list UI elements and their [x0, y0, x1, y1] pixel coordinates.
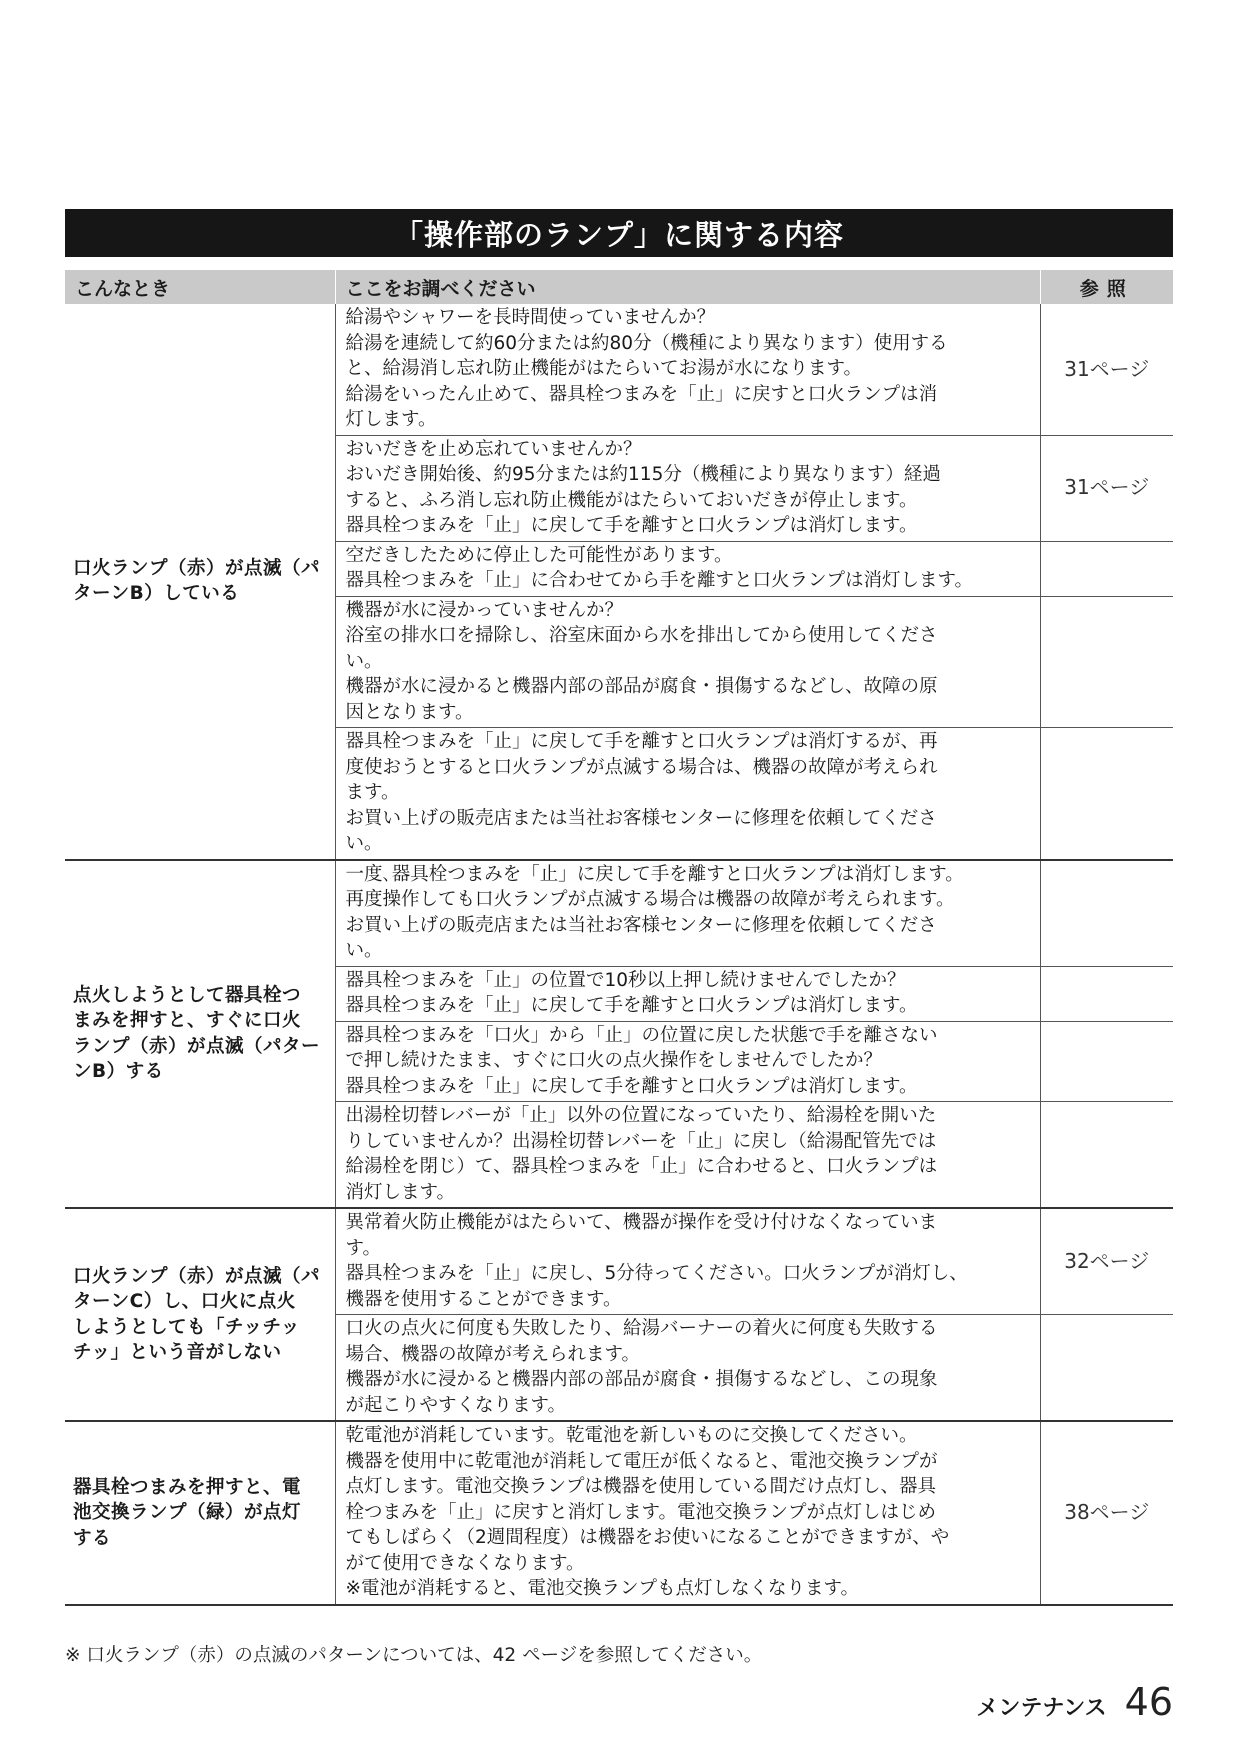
table-body	[65, 304, 1173, 1605]
check-line: てもしばらく（2週間程度）は機器をお使いになることができますが、や	[345, 1527, 950, 1548]
check-line: 機器が水に浸かると機器内部の部品が腐食・損傷するなどし、故障の原	[345, 676, 938, 697]
check-line: 器具栓つまみを「止」に戻して手を離すと口火ランプは消灯します。	[345, 995, 918, 1016]
check-line: と、給湯消し忘れ防止機能がはたらいてお湯が水になります。	[345, 358, 863, 379]
check-cell	[335, 728, 1040, 860]
check-line: が起こりやすくなります。	[345, 1394, 567, 1416]
check-line: で押し続けたまま、すぐに口火の点火操作をしませんでしたか？	[345, 1050, 883, 1071]
check-line: 機器が水に浸かっていませんか？	[345, 599, 624, 621]
check-cell	[335, 1208, 1040, 1315]
condition-cell	[65, 304, 335, 860]
check-line: 点灯します。電池交換ランプは機器を使用している間だけ点灯し、器具	[345, 1476, 937, 1497]
check-line: ます。	[345, 782, 400, 803]
condition-line: ターンB）している	[73, 583, 240, 605]
check-cell	[335, 1102, 1040, 1209]
check-line: 乾電池が消耗しています。乾電池を新しいものに交換してください。	[345, 1425, 918, 1446]
check-cell	[335, 1315, 1040, 1422]
check-line: 再度操作しても口火ランプが点滅する場合は機器の故障が考えられます。	[345, 889, 955, 910]
reference-cell	[1040, 728, 1173, 860]
check-line: 器具栓つまみを「止」に合わせてから手を離すと口火ランプは消灯します。	[345, 570, 974, 591]
check-line: 器具栓つまみを「止」に戻して手を離すと口火ランプは消灯するが、再	[345, 731, 938, 752]
reference-cell	[1040, 966, 1173, 1021]
check-line: す。	[345, 1237, 382, 1259]
check-line: お買い上げの販売店または当社お客様センターに修理を依頼してくださ	[345, 914, 937, 936]
check-line: 器具栓つまみを「止」の位置で10秒以上押し続けませんでしたか？	[345, 969, 906, 991]
condition-line: チッ」という音がしない	[73, 1342, 282, 1363]
check-cell	[335, 435, 1040, 541]
check-line: 機器を使用することができます。	[345, 1288, 622, 1310]
check-line: 灯します。	[345, 409, 437, 430]
check-cell	[335, 860, 1040, 967]
condition-line: ランプ（赤）が点滅（パター	[73, 1035, 321, 1057]
condition-line: まみを押すと、すぐに口火	[73, 1010, 302, 1032]
header-ref: 参照	[1040, 270, 1173, 304]
table-row	[65, 304, 1173, 435]
table-header-row	[65, 270, 1173, 304]
check-line: 因となります。	[345, 701, 474, 723]
reference-cell	[1040, 1315, 1173, 1422]
reference-cell: 31ページ	[1040, 304, 1173, 435]
condition-line: 池交換ランプ（緑）が点灯	[73, 1502, 302, 1523]
check-line: すると、ふろ消し忘れ防止機能がはたらいておいだきが停止します。	[345, 489, 918, 511]
condition-line: しようとしても「チッチッ	[73, 1316, 300, 1338]
condition-line: 口火ランプ（赤）が点滅（パ	[73, 1265, 321, 1287]
header-when: こんなとき	[65, 270, 335, 304]
check-line: 一度､器具栓つまみを「止」に戻して手を離すと口火ランプは消灯します。	[345, 863, 964, 885]
check-line: おいだきを止め忘れていませんか？	[345, 438, 642, 460]
check-cell	[335, 596, 1040, 728]
check-line: 機器が水に浸かると機器内部の部品が腐食・損傷するなどし、この現象	[345, 1369, 938, 1390]
check-cell	[335, 304, 1040, 435]
condition-cell	[65, 1421, 335, 1605]
check-line: お買い上げの販売店または当社お客様センターに修理を依頼してくださ	[345, 807, 937, 829]
condition-cell	[65, 1208, 335, 1421]
reference-cell	[1040, 860, 1173, 967]
troubleshooting-table	[65, 270, 1173, 1606]
check-line: い。	[345, 650, 383, 672]
check-line: 消灯します。	[345, 1181, 456, 1203]
check-cell	[335, 966, 1040, 1021]
check-line: 場合、機器の故障が考えられます。	[345, 1343, 641, 1365]
footnote: ※ 口火ランプ（赤）の点滅のパターンについては、42 ページを参照してください。	[65, 1645, 763, 1666]
check-line: りしていませんか？出湯栓切替レバーを「止」に戻し（給湯配管先では	[345, 1130, 937, 1152]
reference-cell	[1040, 596, 1173, 728]
condition-line: する	[73, 1527, 112, 1549]
check-line: 器具栓つまみを「止」に戻し、5分待ってください。口火ランプが消灯し、	[345, 1263, 968, 1284]
check-line: い。	[345, 940, 383, 961]
check-line: 給湯を連続して約60分または約80分（機種により異なります）使用する	[345, 332, 948, 354]
check-cell	[335, 541, 1040, 596]
check-line: 給湯やシャワーを長時間使っていませんか？	[345, 307, 716, 328]
check-line: 器具栓つまみを「止」に戻して手を離すと口火ランプは消灯します。	[345, 1075, 918, 1097]
check-line: おいだき開始後、約95分または約115分（機種により異なります）経過	[345, 464, 941, 485]
check-line: 出湯栓切替レバーが「止」以外の位置になっていたり、給湯栓を開いた	[345, 1105, 937, 1126]
section-title: 「操作部のランプ」に関する内容	[65, 209, 1173, 257]
footer-section-name: メンテナンス	[976, 1696, 1107, 1721]
condition-line: ンB）する	[73, 1061, 164, 1083]
condition-line: ターンC）し、口火に点火	[73, 1291, 296, 1312]
page-number: 46	[1124, 1680, 1173, 1724]
condition-line: 点火しようとして器具栓つ	[73, 984, 302, 1006]
check-line: がて使用できなくなります。	[345, 1552, 585, 1574]
check-line: 度使おうとすると口火ランプが点滅する場合は、機器の故障が考えられ	[345, 756, 938, 778]
check-line: 空だきしたために停止した可能性があります。	[345, 544, 733, 566]
check-line: 器具栓つまみを「止」に戻して手を離すと口火ランプは消灯します。	[345, 515, 918, 536]
check-line: 栓つまみを「止」に戻すと消灯します。電池交換ランプが点灯しはじめ	[345, 1501, 937, 1523]
condition-line: 口火ランプ（赤）が点滅（パ	[73, 557, 321, 579]
check-line: 口火の点火に何度も失敗したり、給湯バーナーの着火に何度も失敗する	[345, 1318, 938, 1339]
table-row	[65, 1421, 1173, 1605]
check-line: 給湯をいったん止めて、器具栓つまみを「止」に戻すと口火ランプは消	[345, 383, 938, 405]
check-line: 異常着火防止機能がはたらいて、機器が操作を受け付けなくなっていま	[345, 1212, 938, 1233]
reference-cell: 32ページ	[1040, 1208, 1173, 1315]
check-cell	[335, 1021, 1040, 1102]
reference-cell	[1040, 541, 1173, 596]
check-line: ※電池が消耗すると、電池交換ランプも点灯しなくなります。	[345, 1578, 860, 1599]
table-row	[65, 1208, 1173, 1315]
check-line: 浴室の排水口を掃除し、浴室床面から水を排出してから使用してくださ	[345, 625, 938, 646]
header-check: ここをお調べください	[335, 270, 1040, 304]
check-line: 給湯栓を閉じ）て、器具栓つまみを「止」に合わせると、口火ランプは	[345, 1156, 938, 1177]
condition-line: 器具栓つまみを押すと、電	[73, 1476, 302, 1498]
check-line: い。	[345, 833, 383, 854]
reference-cell: 38ページ	[1040, 1421, 1173, 1605]
table-row	[65, 860, 1173, 967]
reference-cell: 31ページ	[1040, 435, 1173, 541]
condition-cell	[65, 860, 335, 1209]
page-footer	[976, 1680, 1173, 1724]
check-line: 機器を使用中に乾電池が消耗して電圧が低くなると、電池交換ランプが	[345, 1450, 938, 1472]
reference-cell	[1040, 1021, 1173, 1102]
check-cell	[335, 1421, 1040, 1605]
reference-cell	[1040, 1102, 1173, 1209]
check-line: 器具栓つまみを「口火」から「止」の位置に戻した状態で手を離さない	[345, 1024, 938, 1046]
